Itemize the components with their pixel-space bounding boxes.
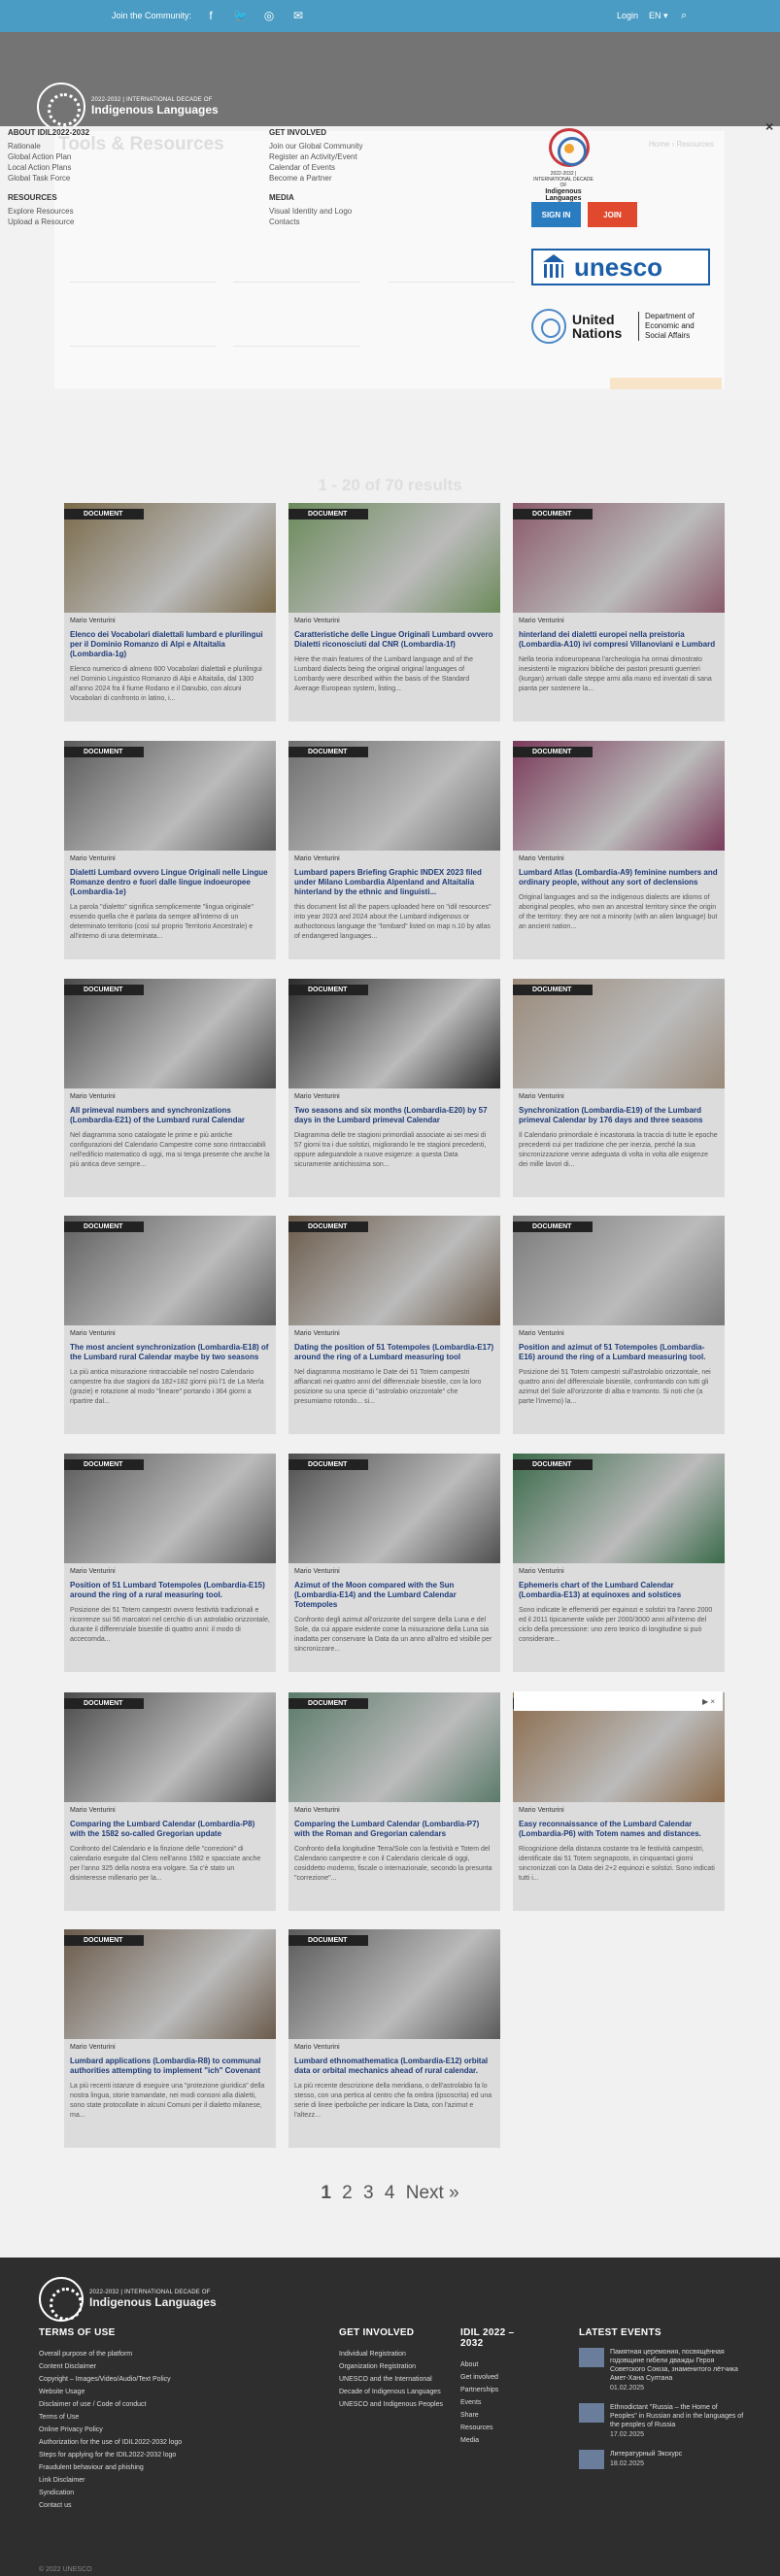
- search-icon[interactable]: ⌕: [681, 10, 688, 21]
- resource-description: Here the main features of the Lumbard language and of the Lumbard dialects being the original original languages of Lombardy were described within the basis of the Standard Average European system, listing...: [294, 656, 474, 692]
- top-bar: [0, 0, 780, 32]
- resource-description: Confronto degli azimut all'orizzonte del sorgere della Luna e del Sole, da cui appare evidente come la misurazione della Luna sia inadatta per conservare la Data da un anno all'altro ed visibile per sincronizzare...: [294, 1617, 492, 1653]
- menu-get-involved: [269, 128, 362, 227]
- footer-terms-link[interactable]: Authorization for the use of IDIL2022-2032 logo: [39, 2439, 183, 2446]
- resource-thumbnail[interactable]: [64, 1929, 276, 2039]
- menu-media-heading: MEDIA: [269, 193, 294, 202]
- resource-description: Nel diagramma mostriamo le Date dei 51 Totem campestri affiancati nei quattro anni del differenziale bisestile, con la loro posizione su una specie di "astrolabio orizzontale" che presumiamo rotondo... si...: [294, 1369, 482, 1405]
- footer-logo[interactable]: [39, 2277, 217, 2322]
- footer-idil-link[interactable]: Share: [460, 2412, 479, 2419]
- resource-thumbnail[interactable]: [64, 1692, 276, 1802]
- resource-thumbnail[interactable]: [513, 741, 725, 851]
- resource-title[interactable]: Comparing the Lumbard Calendar (Lombardia-P8) with the 1582 so-called Gregorian update: [70, 1820, 255, 1838]
- mega-menu: [0, 126, 780, 398]
- resource-author: Mario Venturini: [294, 1330, 340, 1337]
- resource-description: Nel diagramma sono catalogate le prime e più antiche configurazioni del Calendario Campestre come sono rintracciabili nell'edificio matematico di oggi, ma si tenga presente che anche la più antica deve sempre...: [70, 1132, 270, 1168]
- page-2-link[interactable]: 2: [342, 2183, 353, 2203]
- resource-title[interactable]: Ephemeris chart of the Lumbard Calendar (Lombardia-E13) at equinoxes and solstices: [519, 1581, 682, 1599]
- footer-terms-link[interactable]: Disclaimer of use / Code of conduct: [39, 2401, 147, 2408]
- document-tag: DOCUMENT: [288, 1698, 368, 1709]
- resource-thumbnail[interactable]: [513, 1454, 725, 1563]
- logo-subtitle: 2022-2032 | INTERNATIONAL DECADE OF: [91, 97, 213, 103]
- footer-terms-link[interactable]: Contact us: [39, 2502, 72, 2509]
- resource-card[interactable]: [513, 1216, 725, 1434]
- mail-icon[interactable]: ✉: [292, 9, 304, 22]
- resource-author: Mario Venturini: [294, 855, 340, 862]
- join-button[interactable]: JOIN: [588, 202, 637, 227]
- site-footer: [0, 2258, 780, 2576]
- footer-logo-title: Indigenous Languages: [89, 2295, 217, 2309]
- menu-about-heading: ABOUT IDIL2022-2032: [8, 128, 90, 137]
- footer-events: [579, 2327, 754, 2481]
- resource-author: Mario Venturini: [519, 1807, 564, 1814]
- resource-title[interactable]: Caratteristiche delle Lingue Originali Lumbard ovvero Dialetti riconosciuti dal CNR (Lombardia-1f): [294, 630, 493, 649]
- footer-involved-link[interactable]: Organization Registration: [339, 2363, 416, 2370]
- sign-in-button[interactable]: SIGN IN: [531, 202, 581, 227]
- resource-author: Mario Venturini: [70, 2044, 116, 2051]
- event-date: 18.02.2025: [610, 2460, 645, 2467]
- event-item[interactable]: [579, 2348, 754, 2392]
- resource-card[interactable]: [513, 741, 725, 959]
- menu-global-task-force[interactable]: Global Task Force: [8, 174, 71, 183]
- document-tag: DOCUMENT: [288, 1459, 368, 1470]
- resource-title[interactable]: hinterland dei dialetti europei nella preistoria (Lombardia-A10) ivi compresi Villanoviani e Lumbard: [519, 630, 716, 649]
- document-tag: DOCUMENT: [64, 985, 144, 995]
- resource-author: Mario Venturini: [294, 1807, 340, 1814]
- resource-description: La più recente descrizione della meridiana, o dell'astrolabio fa lo stesso, con una pertica al centro che fa ombra (ipsoscrita) ed una serie di linee iperboliche per indicare la Data, con l'azimut e l'altezz...: [294, 2083, 492, 2119]
- social-links: [204, 9, 305, 22]
- menu-join-community[interactable]: Join our Global Community: [269, 142, 363, 151]
- resource-title[interactable]: Azimut of the Moon compared with the Sun (Lombardia-E14) and the Lumbard Calendar Totempoles: [294, 1581, 457, 1609]
- resource-description: this document list all the papers uploaded here on "idil resources" into year 2023 and 2024 about the Lumbard indigenous or authoctonous language the "lombard" listed on map n.10 by atlas of endangered languages...: [294, 904, 492, 940]
- footer-idil-link[interactable]: About: [460, 2361, 479, 2368]
- resource-card[interactable]: [288, 1692, 500, 1911]
- footer-terms-link[interactable]: Link Disclaimer: [39, 2477, 85, 2484]
- document-tag: DOCUMENT: [513, 1459, 593, 1470]
- login-link[interactable]: Login: [617, 11, 639, 20]
- footer-terms-link[interactable]: Steps for applying for the IDIL2022-2032 logo: [39, 2452, 177, 2459]
- resource-card[interactable]: [513, 503, 725, 721]
- resource-author: Mario Venturini: [519, 1330, 564, 1337]
- event-thumbnail: [579, 2403, 604, 2423]
- resource-thumbnail[interactable]: [64, 1454, 276, 1563]
- idil-logo[interactable]: [531, 126, 595, 202]
- document-tag: DOCUMENT: [64, 1935, 144, 1946]
- resource-author: Mario Venturini: [519, 1093, 564, 1100]
- resource-thumbnail[interactable]: [288, 1929, 500, 2039]
- footer-involved-link[interactable]: UNESCO and Indigenous Peoples: [339, 2401, 444, 2408]
- event-item[interactable]: [579, 2403, 754, 2438]
- event-item[interactable]: [579, 2450, 754, 2469]
- ad-overlay-controls[interactable]: ▶ ×: [514, 1691, 723, 1711]
- resource-title[interactable]: Lumbard Atlas (Lombardia-A9) feminine numbers and ordinary people, without any sort of declensions: [519, 868, 718, 887]
- resource-card[interactable]: [288, 1929, 500, 2148]
- event-thumbnail: [579, 2348, 604, 2367]
- site-logo[interactable]: [37, 83, 219, 131]
- footer-idil: [460, 2327, 538, 2447]
- footer-logo-subtitle: 2022-2032 | INTERNATIONAL DECADE OF: [89, 2290, 211, 2295]
- document-tag: DOCUMENT: [64, 1698, 144, 1709]
- footer-terms-link[interactable]: Terms of Use: [39, 2414, 80, 2421]
- document-tag: DOCUMENT: [288, 509, 368, 519]
- footer-terms-link[interactable]: Online Privacy Policy: [39, 2426, 103, 2433]
- document-tag: DOCUMENT: [513, 1221, 593, 1232]
- footer-terms-link[interactable]: Fraudulent behaviour and phishing: [39, 2464, 144, 2471]
- footer-terms-link[interactable]: Website Usage: [39, 2389, 85, 2395]
- footer-idil-link[interactable]: Resources: [460, 2425, 493, 2431]
- resource-card[interactable]: [64, 741, 276, 959]
- footer-terms-link[interactable]: Syndication: [39, 2490, 75, 2496]
- results-count: 1 - 20 of 70 results: [318, 476, 462, 494]
- resource-thumbnail[interactable]: [288, 979, 500, 1088]
- resource-description: La parola "dialetto" significa semplicemente "lingua originale" essendo quella che è parlata da sempre all'interno di un determinato territorio (così sul proprio Territorio Ancestrale) e all'interno di una determinata...: [70, 904, 254, 940]
- document-tag: DOCUMENT: [288, 747, 368, 757]
- footer-idil-link[interactable]: Media: [460, 2437, 480, 2444]
- logo-title: Indigenous Languages: [91, 103, 219, 117]
- resource-description: Posizione dei 51 Totem campestri ovvero festività tradizionali e ricorrenze sui 56 marcatori nel cerchio di un astrolabio orizzontale, durante il differenziale bisestile di quattro anni: il modo di accecomda...: [70, 1607, 270, 1643]
- resource-title[interactable]: Lumbard ethnomathematica (Lombardia-E12) orbital data or orbital mechanics ahead of rural calendar.: [294, 2057, 489, 2075]
- resource-title[interactable]: All primeval numbers and synchronizations (Lombardia-E21) of the Lumbard rural Calendar: [70, 1106, 246, 1124]
- background-breadcrumb: Home › Resources: [649, 140, 714, 149]
- footer-idil-link[interactable]: Events: [460, 2399, 482, 2406]
- resource-card[interactable]: [64, 979, 276, 1197]
- event-title[interactable]: Литературный Экскурс: [610, 2451, 683, 2458]
- resource-description: Sono indicate le effemeridi per equinozi e solstizi tra l'anno 2000 ed il 2011 tipicamente valide per 2000/3000 anni all'interno del ciclo della precessione: uno zero teorico di longitudine si può considerare...: [519, 1607, 713, 1643]
- resource-title[interactable]: Easy reconnaissance of the Lumbard Calendar (Lombardia-P6) with Totem names and distances.: [519, 1820, 701, 1838]
- page-1-link[interactable]: 1: [321, 2183, 331, 2203]
- divider: [389, 282, 515, 283]
- menu-global-action-plan[interactable]: Global Action Plan: [8, 152, 72, 161]
- instagram-icon[interactable]: ◎: [263, 9, 275, 22]
- footer-logo-emblem-icon: [39, 2277, 84, 2322]
- resource-card[interactable]: [513, 1692, 725, 1911]
- resource-card[interactable]: [288, 979, 500, 1197]
- un-emblem-icon: [531, 309, 566, 344]
- un-name: United Nations: [572, 312, 623, 341]
- footer-terms: [39, 2327, 204, 2512]
- resource-title[interactable]: Comparing the Lumbard Calendar (Lombardia-P7) with the Roman and Gregorian calendars: [294, 1820, 480, 1838]
- resource-author: Mario Venturini: [519, 1568, 564, 1575]
- resource-author: Mario Venturini: [70, 1807, 116, 1814]
- resource-thumbnail[interactable]: [288, 503, 500, 613]
- resource-card[interactable]: [64, 1216, 276, 1434]
- footer-terms-heading: TERMS OF USE: [39, 2327, 116, 2338]
- facebook-icon[interactable]: f: [209, 9, 213, 22]
- idil-caption-big: Indigenous Languages: [545, 188, 582, 202]
- menu-become-partner[interactable]: Become a Partner: [269, 174, 332, 183]
- document-tag: DOCUMENT: [64, 509, 144, 519]
- resource-description: La più antica misurazione rintracciabile nel nostro Calendario campestre fra due stagioni da 182+182 giorni più l'1 de La Merla (grazie) e rotazione al modo "lineare" portando i 364 giorni a ripartire dal...: [70, 1369, 264, 1405]
- document-tag: DOCUMENT: [64, 1221, 144, 1232]
- resource-author: Mario Venturini: [519, 618, 564, 624]
- unesco-wordmark: unesco: [574, 251, 663, 282]
- page-3-link[interactable]: 3: [363, 2183, 374, 2203]
- resource-author: Mario Venturini: [70, 855, 116, 862]
- menu-local-action-plans[interactable]: Local Action Plans: [8, 163, 72, 172]
- footer-idil-heading: IDIL 2022 – 2032: [460, 2327, 515, 2349]
- divider: [70, 282, 216, 283]
- resource-description: Diagramma delle tre stagioni primordiali associate ai sei mesi di 57 giorni tra i due solstizi, migliorando le tre stagioni precedenti, oppure adeguandole a nuove esigenze: a questa Data sicuramente antichissima son...: [294, 1132, 487, 1168]
- document-tag: DOCUMENT: [513, 747, 593, 757]
- resource-description: Elenco numerico di almeno 600 Vocabolari dialettali e plurilingui nel Dominio Linguistico Romanzo di Alpi e Altaitalia, dal 1300 all'anno 2024 fra il fiume Rodano e il Danubio, con alcuni Vocabolari di confronto in latino, i...: [70, 666, 262, 702]
- resource-author: Mario Venturini: [70, 1568, 116, 1575]
- resource-description: Confronto della longitudine Terra/Sole con la festività e Totem del Calendario campestre e con il Calendario clericale di oggi, cosiddetto moderno, fiscale o internazionale, secondo la presunta "correzione"...: [294, 1846, 492, 1882]
- footer-terms-link[interactable]: Content Disclaimer: [39, 2363, 97, 2370]
- copyright: © 2022 UNESCO: [39, 2566, 92, 2573]
- resource-thumbnail[interactable]: [64, 979, 276, 1088]
- document-tag: DOCUMENT: [513, 509, 593, 519]
- footer-idil-link[interactable]: Partnerships: [460, 2387, 499, 2393]
- menu-about: [8, 128, 89, 227]
- event-date: 17.02.2025: [610, 2431, 645, 2438]
- page-4-link[interactable]: 4: [384, 2183, 395, 2203]
- idil-caption-small: 2022-2032 | INTERNATIONAL DECADE OF: [533, 171, 593, 188]
- resource-author: Mario Venturini: [294, 2044, 340, 2051]
- menu-resources-heading: RESOURCES: [8, 193, 57, 202]
- twitter-icon[interactable]: 🐦: [233, 9, 248, 22]
- resource-author: Mario Venturini: [70, 618, 116, 624]
- document-tag: DOCUMENT: [288, 985, 368, 995]
- resource-card[interactable]: [513, 979, 725, 1197]
- resource-author: Mario Venturini: [70, 1330, 116, 1337]
- event-thumbnail: [579, 2450, 604, 2469]
- footer-involved-heading: GET INVOLVED: [339, 2327, 415, 2338]
- resource-author: Mario Venturini: [294, 1093, 340, 1100]
- resource-thumbnail[interactable]: [513, 503, 725, 613]
- footer-terms-link[interactable]: Overall purpose of the platform: [39, 2351, 133, 2358]
- resource-title[interactable]: Elenco dei Vocabolari dialettali lumbard e plurilingui per il Dominio Romanzo di Alpi e Altaitalia (Lombardia-1g): [70, 630, 263, 658]
- close-menu-icon[interactable]: ×: [765, 118, 774, 134]
- language-selector[interactable]: EN ▾: [649, 11, 668, 20]
- resource-description: Il Calendario primordiale è incastonata la traccia di tutte le epoche precedenti cui per tradizione che per inerzia, perché la sua sincronizzazione venne adeguata di volta in volta alle esigenze dei mille lavori di...: [519, 1132, 718, 1168]
- background-page-title: Tools & Resources: [58, 134, 224, 154]
- logo-emblem-icon: [37, 83, 85, 131]
- resource-description: Ricognizione della distanza costante tra le festività campestri, identificate dai 51 Totem segnaposto, in cinquantaci giorni sincronizzati con la Data dei 2+2 equinozi e solstizi. Sono indicati tutti i...: [519, 1846, 715, 1882]
- footer-involved-link[interactable]: UNESCO and the International Decade of Indigenous Languages: [339, 2376, 441, 2395]
- unesco-temple-icon: [541, 254, 566, 280]
- menu-explore-resources[interactable]: Explore Resources: [8, 207, 74, 216]
- menu-involved-heading: GET INVOLVED: [269, 128, 326, 137]
- resource-card[interactable]: [64, 1454, 276, 1672]
- resource-description: Posizione dei 51 Totem campestri sull'astrolabio orizzontale, nei quattro anni del differenziale bisestile, confrontando con tutti gli azimut del Sole all'orizzonte di alba e tramonto. Si noti che (a parte l'inverno) la...: [519, 1369, 711, 1405]
- resource-description: La più recenti istanze di eseguire una "protezione giuridica" della nostra lingua, storie tramandate, nei modi consoni alla dialetti, sono state protocollate in alcuni Comuni per il dialetto milanese, ma...: [70, 2083, 265, 2119]
- resource-thumbnail[interactable]: [513, 979, 725, 1088]
- document-tag: DOCUMENT: [288, 1935, 368, 1946]
- event-title[interactable]: Ethnodictant "Russia – the Home of Peoples" in Russian and in the languages of the peoples of Russia: [610, 2404, 744, 2428]
- resource-title[interactable]: Dialetti Lumbard ovvero Lingue Originali nelle Lingue Romanze dentro e fuori dalle lingue indoeuropee (Lombardia-1e): [70, 868, 268, 896]
- un-department: Department of Economic and Social Affairs: [645, 312, 695, 340]
- menu-register-activity[interactable]: Register an Activity/Event: [269, 152, 357, 161]
- resource-description: Original languages and so the indigenous dialects are idioms of aboriginal peoples, who own an ancestral territory since the origin of the territory: they are not a minority (with an alien language) but an ancient nation...: [519, 894, 718, 930]
- resource-title[interactable]: Dating the position of 51 Totempoles (Lombardia-E17) around the ring of a Lumbard measuring tool: [294, 1343, 494, 1361]
- footer-involved-link[interactable]: Individual Registration: [339, 2351, 406, 2358]
- menu-upload-resource[interactable]: Upload a Resource: [8, 217, 75, 226]
- resource-thumbnail[interactable]: [288, 1454, 500, 1563]
- footer-involved: [339, 2327, 446, 2411]
- menu-rationale[interactable]: Rationale: [8, 142, 41, 151]
- resource-thumbnail[interactable]: [64, 1216, 276, 1325]
- resource-author: Mario Venturini: [294, 618, 340, 624]
- idil-emblem-icon: [549, 128, 590, 167]
- menu-calendar-events[interactable]: Calendar of Events: [269, 163, 336, 172]
- unesco-logo[interactable]: [531, 249, 710, 285]
- resource-thumbnail[interactable]: [64, 503, 276, 613]
- resource-description: Confronto del Calendario e la finzione delle "correzioni" di calendario eseguite dal Clero nell'anno 1582 e spacciate anche per l'anno 325 della nostra era volgare. Sa c'è stato un disinteresse millenario per la...: [70, 1846, 261, 1882]
- resource-title[interactable]: The most ancient synchronization (Lombardia-E18) of the Lumbard rural Calendar maybe by two seasons: [70, 1343, 269, 1361]
- resource-author: Mario Venturini: [519, 855, 564, 862]
- footer-events-heading: LATEST EVENTS: [579, 2327, 661, 2338]
- resource-thumbnail[interactable]: [64, 741, 276, 851]
- menu-contacts[interactable]: Contacts: [269, 217, 300, 226]
- resource-thumbnail[interactable]: [288, 1692, 500, 1802]
- resource-card[interactable]: [64, 503, 276, 721]
- resource-author: Mario Venturini: [70, 1093, 116, 1100]
- document-tag: DOCUMENT: [513, 985, 593, 995]
- resource-card[interactable]: [64, 1692, 276, 1911]
- resource-thumbnail[interactable]: [513, 1216, 725, 1325]
- divider: [233, 346, 359, 347]
- resource-title[interactable]: Lumbard applications (Lombardia-R8) to communal authorities attempting to implement "ich" Covenant: [70, 2057, 261, 2075]
- menu-visual-identity[interactable]: Visual Identity and Logo: [269, 207, 353, 216]
- background-search-button: [610, 378, 722, 389]
- divider: [233, 282, 359, 283]
- resource-card[interactable]: [288, 1216, 500, 1434]
- document-tag: DOCUMENT: [64, 1459, 144, 1470]
- resource-thumbnail[interactable]: [288, 1216, 500, 1325]
- resource-title[interactable]: Position of 51 Lumbard Totempoles (Lombardia-E15) around the ring of a rural measuring tool.: [70, 1581, 265, 1599]
- resource-card[interactable]: [64, 1929, 276, 2148]
- document-tag: DOCUMENT: [288, 1221, 368, 1232]
- pagination: [0, 2183, 780, 2204]
- resource-title[interactable]: Position and azimut of 51 Totempoles (Lombardia-E16) around the ring of a Lumbard measuring tool.: [519, 1343, 706, 1361]
- resource-title[interactable]: Lumbard papers Briefing Graphic INDEX 2023 filed under Milano Lombardia Alpenland and Altaitalia hinterland by the ethnic and linguisti...: [294, 868, 482, 896]
- footer-terms-link[interactable]: Copyright – Images/Video/Audio/Text Policy: [39, 2376, 171, 2383]
- resource-author: Mario Venturini: [294, 1568, 340, 1575]
- document-tag: DOCUMENT: [64, 747, 144, 757]
- resource-title[interactable]: Two seasons and six months (Lombardia-E20) by 57 days in the Lumbard primeval Calendar: [294, 1106, 488, 1124]
- logo-separator: [638, 312, 639, 341]
- resource-thumbnail[interactable]: [288, 741, 500, 851]
- resource-card[interactable]: [288, 1454, 500, 1672]
- divider: [70, 346, 216, 347]
- resource-description: Nella teoria indoeuropeana l'archeologia ha ormai dimostrato inesistenti le migrazioni bibliche dei pastori presunti guerrieri (kurgan) arrivati dalle steppe armi alla mano ed inventati di sana pianta per sostenere la...: [519, 656, 712, 692]
- resource-card[interactable]: [513, 1454, 725, 1672]
- resource-card[interactable]: [288, 503, 500, 721]
- footer-idil-link[interactable]: Get involved: [460, 2374, 498, 2381]
- event-date: 01.02.2025: [610, 2385, 645, 2392]
- un-desa-logo[interactable]: [531, 307, 716, 346]
- event-title[interactable]: Памятная церемония, посвящённая годовщине гибели дважды Героя Советского Союза, знаменитого лётчика Амет-Хана Султана: [610, 2349, 738, 2382]
- resource-card[interactable]: [288, 741, 500, 959]
- resource-title[interactable]: Synchronization (Lombardia-E19) of the Lumbard primeval Calendar by 176 days and three seasons: [519, 1106, 703, 1124]
- join-community-label: Join the Community:: [112, 11, 192, 20]
- next-page-link[interactable]: Next »: [405, 2183, 459, 2203]
